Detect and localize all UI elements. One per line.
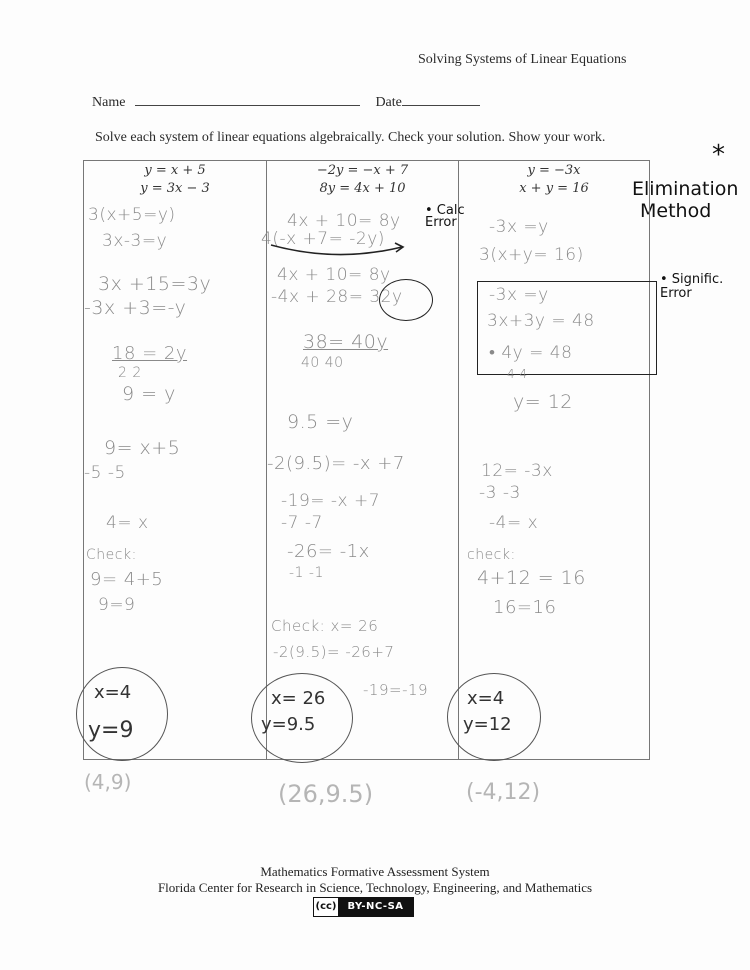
work-line: -3x =y (489, 217, 549, 237)
work-line: 3(x+y= 16) (479, 245, 584, 265)
equation-1b: y = 3x − 3 (140, 181, 210, 196)
answer-y: y=12 (463, 714, 512, 735)
work-line: 4 4 (507, 367, 528, 381)
work-line: -3x +3=-y (84, 297, 187, 319)
answer-y: y=9 (88, 718, 134, 743)
work-line: -5 -5 (84, 463, 126, 483)
method-note-line2: Method (640, 200, 712, 222)
work-line: -2(9.5)= -26+7 (273, 643, 395, 661)
work-line: -3x =y (489, 285, 549, 305)
work-line: 3x+3y = 48 (487, 311, 595, 331)
calc-error-line2: Error (425, 215, 457, 230)
work-line: 4+12 = 16 (477, 567, 586, 589)
cc-license-badge (313, 897, 414, 917)
calc-error-line1: • Calc (425, 203, 465, 218)
work-line: -7 -7 (281, 513, 323, 533)
work-line: • 4y = 48 (489, 343, 573, 363)
footer-line2: Florida Center for Research in Science, Technology, Engineering, and Mathematics (157, 880, 593, 895)
equation-3b: x + y = 16 (519, 181, 589, 196)
name-label: Name (92, 95, 126, 110)
work-line: check: (467, 547, 516, 563)
significant-error-note (660, 273, 723, 301)
star-mark: * (712, 140, 725, 170)
work-line: 9= x+5 (104, 437, 181, 459)
work-line: -3 -3 (479, 483, 521, 503)
equation-1a: y = x + 5 (144, 163, 206, 178)
date-label: Date (375, 95, 402, 110)
problem-3 (459, 161, 649, 759)
work-line: -2(9.5)= -x +7 (267, 453, 405, 474)
ordered-pair-3: (-4,12) (466, 780, 541, 805)
work-line: -1 -1 (289, 565, 324, 581)
work-line: 9.5 =y (287, 411, 354, 433)
distribute-arrow-icon (267, 241, 412, 265)
problems-table (83, 160, 650, 760)
sig-error-line1: • Signific. (660, 272, 724, 287)
instructions: Solve each system of linear equations algebraically. Check your solution. Show your work. (95, 130, 606, 145)
work-line: 2 2 (118, 365, 142, 381)
answer-x: x=4 (467, 688, 505, 709)
name-field[interactable] (135, 93, 360, 106)
calc-error-note (425, 205, 465, 229)
equation-2b: 8y = 4x + 10 (319, 181, 406, 196)
work-line: 9=9 (98, 595, 136, 615)
work-line: 3(x+5=y) (88, 205, 176, 225)
sig-error-line2: Error (660, 286, 692, 301)
work-line: Check: (86, 547, 137, 563)
work-line: 4x + 10= 8y (277, 265, 391, 285)
work-line: 9 = y (122, 383, 176, 405)
cc-icon: (cc) (314, 898, 338, 916)
work-line: 12= -3x (481, 461, 553, 481)
worksheet-title: Solving Systems of Linear Equations (418, 52, 627, 67)
problem-1 (84, 161, 267, 759)
work-line: 18 = 2y (112, 343, 188, 364)
work-line: Check: x= 26 (271, 617, 379, 635)
work-line: 9= 4+5 (90, 569, 164, 590)
work-line: -19=-19 (363, 681, 429, 699)
work-line: -19= -x +7 (281, 491, 381, 511)
work-line: 3x +15=3y (98, 273, 212, 295)
answer-x: x= 26 (271, 688, 326, 709)
work-line: 38= 40y (303, 331, 389, 353)
work-line: -26= -1x (287, 541, 370, 562)
error-circle (379, 279, 433, 321)
work-line: -4x + 28= 32y (271, 287, 403, 307)
footer-line1: Mathematics Formative Assessment System (260, 864, 490, 879)
ordered-pair-1: (4,9) (84, 770, 132, 794)
equation-3a: y = −3x (527, 163, 581, 178)
work-line: 4x + 10= 8y (287, 211, 401, 231)
work-line: 4(-x +7= -2y) (261, 229, 385, 249)
work-line: 3x-3=y (102, 231, 168, 251)
equation-2a: −2y = −x + 7 (316, 163, 409, 178)
answer-x: x=4 (94, 682, 132, 703)
license-text: BY-NC-SA (338, 898, 413, 916)
date-field[interactable] (402, 93, 480, 106)
work-line: y= 12 (513, 391, 573, 413)
method-note-line1: Elimination (632, 178, 739, 200)
work-line: 16=16 (493, 597, 557, 618)
problem-2 (261, 161, 459, 759)
name-date-row (92, 93, 480, 111)
work-line: -4= x (489, 513, 539, 533)
answer-y: y=9.5 (261, 714, 316, 735)
work-line: 4= x (106, 513, 149, 533)
work-line: 40 40 (301, 355, 344, 371)
ordered-pair-2: (26,9.5) (278, 780, 374, 808)
